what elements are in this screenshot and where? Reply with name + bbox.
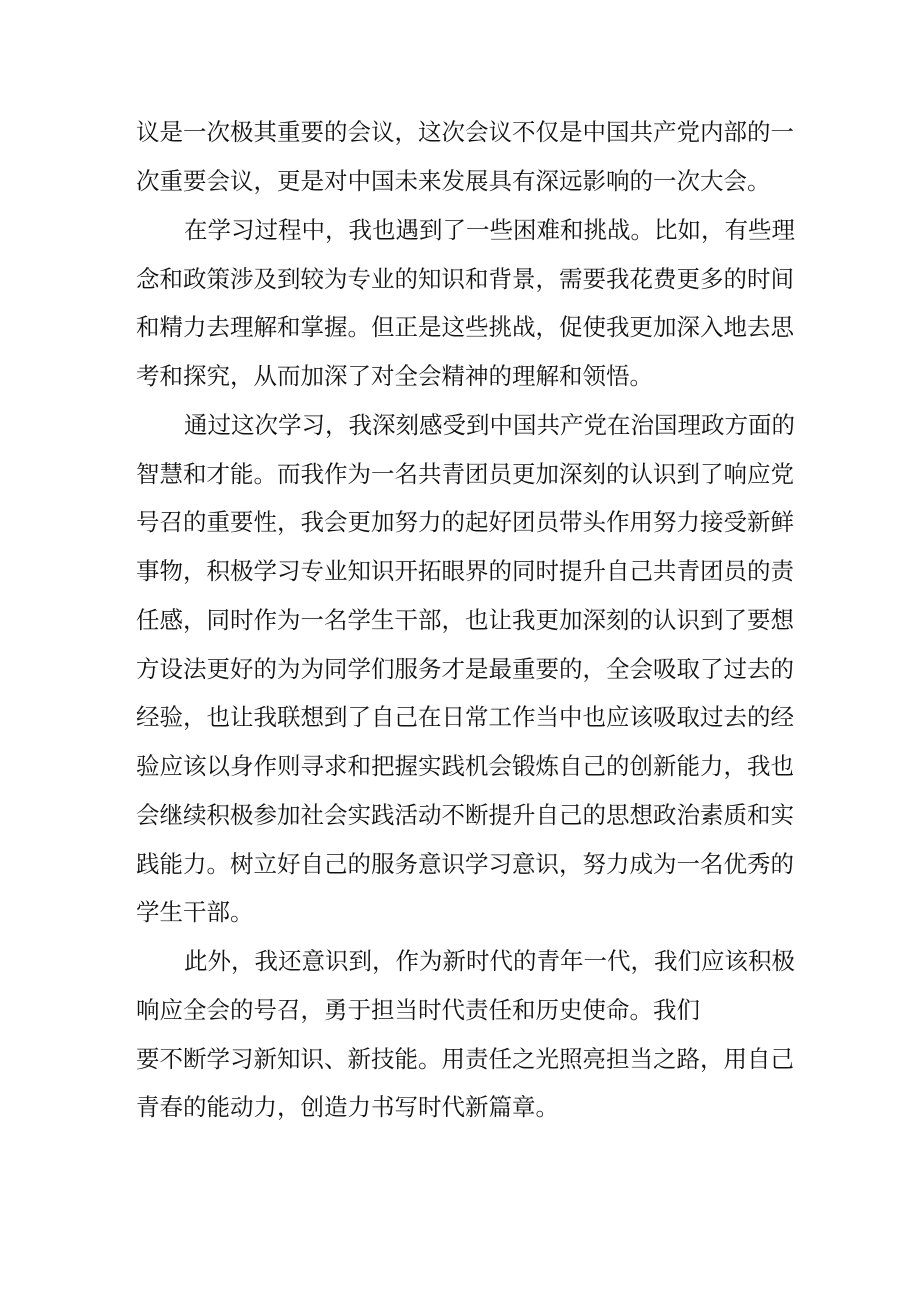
text-line: 议是一次极其重要的会议，这次会议不仅是中国共产党内部的一 [136, 118, 794, 146]
text-line: 智慧和才能。而我作为一名共青团员更加深刻的认识到了响应党 [136, 460, 794, 488]
text-line: 验应该以身作则寻求和把握实践机会锻炼自己的创新能力，我也 [136, 752, 794, 780]
text-line: 经验，也让我联想到了自己在日常工作当中也应该吸取过去的经 [136, 703, 794, 731]
text-line: 学生干部。 [136, 898, 254, 926]
text-line: 响应全会的号召，勇于担当时代责任和历史使命。我们 [136, 996, 700, 1024]
text-line: 方设法更好的为为同学们服务才是最重要的，全会吸取了过去的 [136, 655, 794, 683]
text-line: 要不断学习新知识、新技能。用责任之光照亮担当之路，用自己 [136, 1045, 794, 1073]
text-line: 事物，积极学习专业知识开拓眼界的同时提升自己共青团员的责 [136, 557, 794, 585]
text-line: 考和探究，从而加深了对全会精神的理解和领悟。 [136, 362, 653, 390]
text-line: 任感，同时作为一名学生干部，也让我更加深刻的认识到了要想 [136, 606, 794, 634]
text-line: 青春的能动力，创造力书写时代新篇章。 [136, 1093, 559, 1121]
text-line: 号召的重要性，我会更加努力的起好团员带头作用努力接受新鲜 [136, 508, 794, 536]
text-line: 念和政策涉及到较为专业的知识和背景，需要我花费更多的时间 [136, 265, 794, 293]
text-line: 会继续积极参加社会实践活动不断提升自己的思想政治素质和实 [136, 801, 794, 829]
paragraph-first-line: 在学习过程中，我也遇到了一些困难和挑战。比如，有些理 [184, 216, 795, 244]
paragraph-first-line: 此外，我还意识到，作为新时代的青年一代，我们应该积极 [184, 947, 795, 975]
text-line: 践能力。树立好自己的服务意识学习意识，努力成为一名优秀的 [136, 850, 794, 878]
text-line: 和精力去理解和掌握。但正是这些挑战，促使我更加深入地去思 [136, 313, 794, 341]
paragraph-first-line: 通过这次学习，我深刻感受到中国共产党在治国理政方面的 [184, 411, 795, 439]
text-line: 次重要会议，更是对中国未来发展具有深远影响的一次大会。 [136, 167, 771, 195]
